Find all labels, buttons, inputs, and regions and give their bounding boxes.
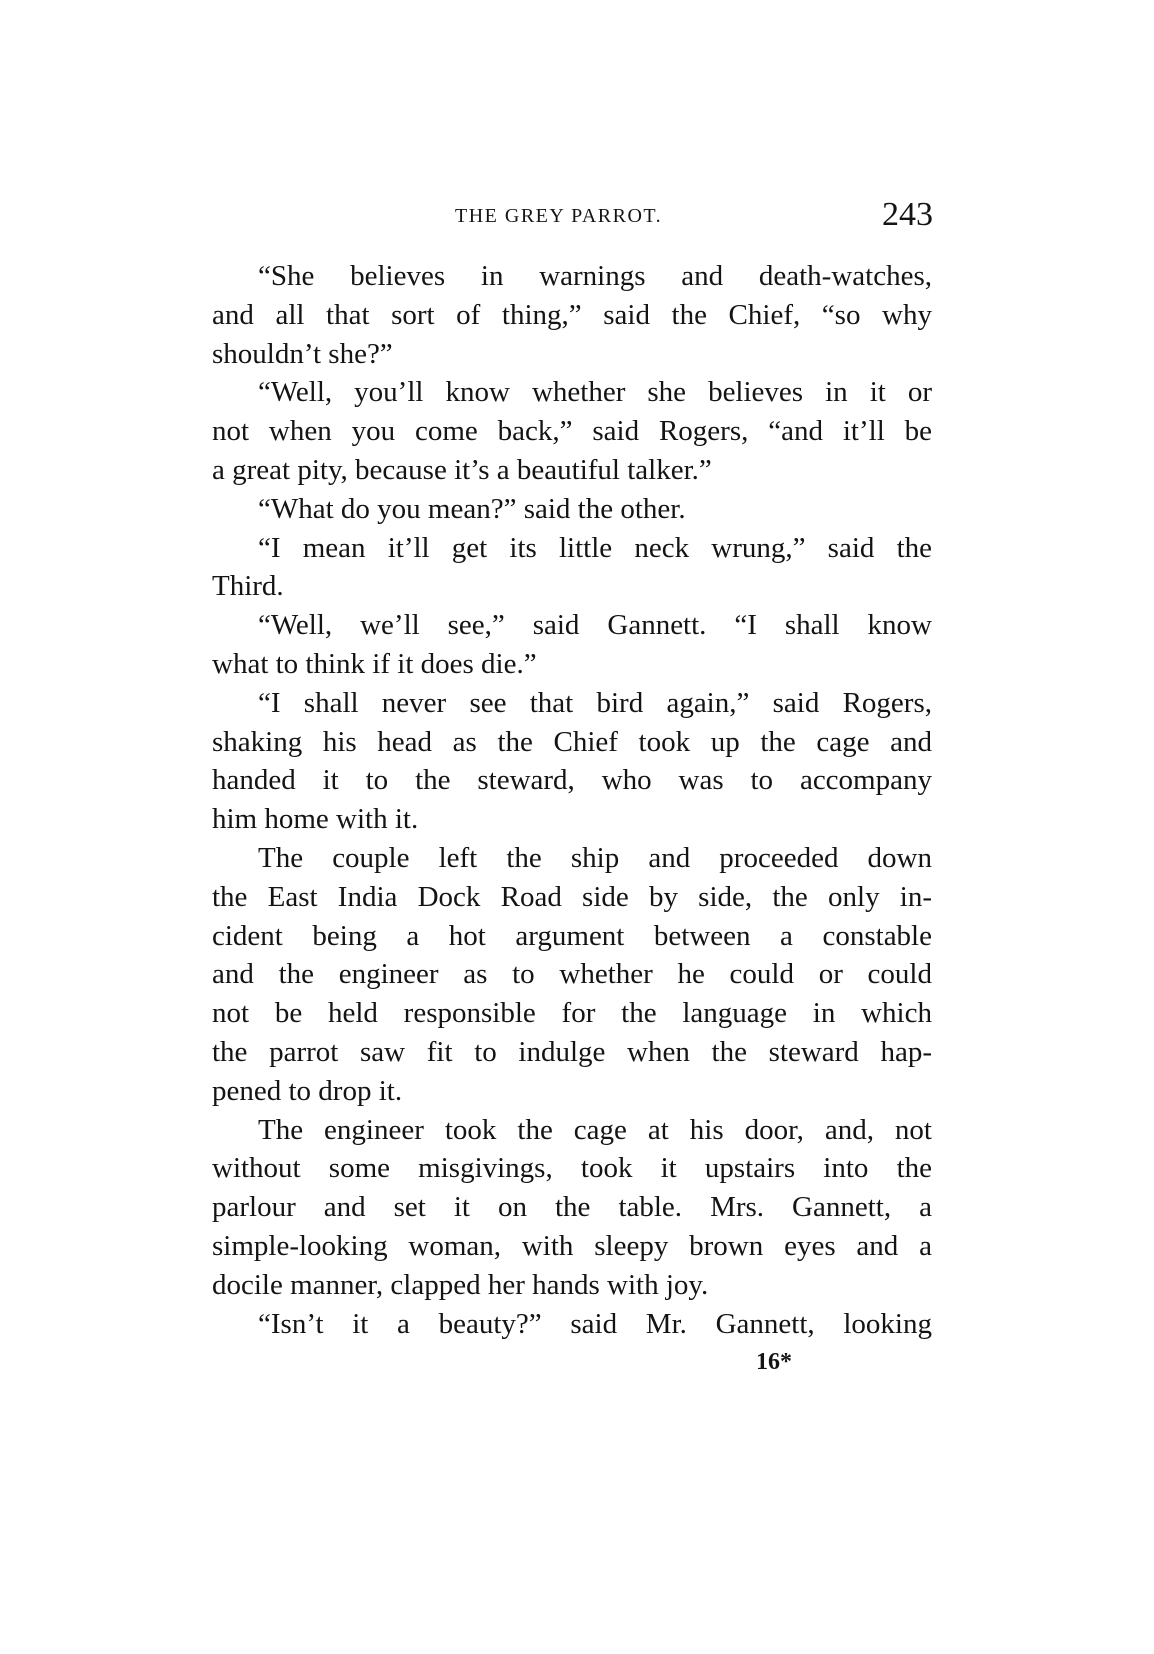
text-line: “Well, we’ll see,” said Gannett. “I shall know [258, 609, 932, 642]
text-line: not be held responsible for the language in which [212, 997, 932, 1030]
text-line: cident being a hot argument between a constable [212, 919, 932, 952]
text-line: the parrot saw fit to indulge when the steward hap- [212, 1035, 932, 1068]
text-line: docile manner, clapped her hands with joy. [212, 1268, 709, 1301]
text-line: shouldn’t she?” [212, 337, 393, 370]
text-line: “I mean it’ll get its little neck wrung,” said the [258, 531, 932, 564]
text-line: him home with it. [212, 803, 419, 836]
text-line: without some misgivings, took it upstairs into the [212, 1152, 932, 1185]
body-text [212, 257, 932, 1343]
text-line: and all that sort of thing,” said the Chief, “so why [212, 298, 932, 331]
text-line: and the engineer as to whether he could or could [212, 958, 932, 991]
text-line: “Isn’t it a beauty?” said Mr. Gannett, looking [258, 1307, 932, 1340]
text-line: the East India Dock Road side by side, the only in- [212, 880, 932, 913]
text-line: handed it to the steward, who was to accompany [212, 764, 932, 797]
text-line: “What do you mean?” said the other. [258, 492, 686, 525]
text-line: The engineer took the cage at his door, and, not [258, 1113, 932, 1146]
text-line: simple-looking woman, with sleepy brown eyes and a [212, 1229, 932, 1262]
signature-mark: 16* [756, 1349, 792, 1375]
text-line: shaking his head as the Chief took up the cage and [212, 725, 932, 758]
text-line: Third. [212, 570, 284, 603]
page-number: 243 [882, 196, 933, 233]
text-line: The couple left the ship and proceeded down [258, 841, 932, 874]
text-line: pened to drop it. [212, 1074, 403, 1107]
text-line: “I shall never see that bird again,” said Rogers, [258, 686, 932, 719]
text-line: “Well, you’ll know whether she believes in it or [258, 376, 932, 409]
text-line: not when you come back,” said Rogers, “and it’ll be [212, 415, 932, 448]
text-line: parlour and set it on the table. Mrs. Gannett, a [212, 1191, 932, 1224]
text-line: what to think if it does die.” [212, 647, 537, 680]
running-title: THE GREY PARROT. [455, 205, 663, 227]
text-line: “She believes in warnings and death-watches, [258, 260, 932, 292]
text-line: a great pity, because it’s a beautiful talker.” [212, 453, 712, 486]
